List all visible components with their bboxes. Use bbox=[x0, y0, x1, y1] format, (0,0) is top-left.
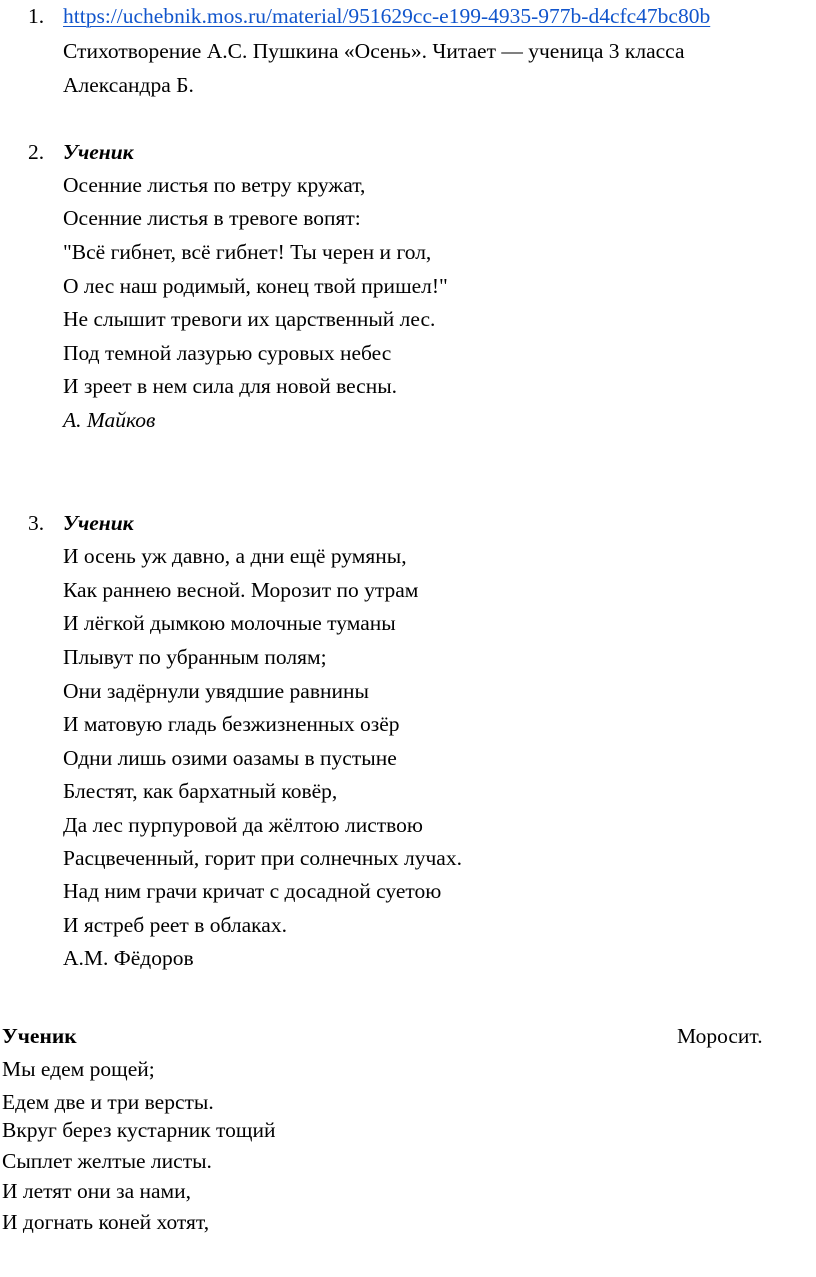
description-line: Александра Б. bbox=[63, 73, 194, 97]
poem-line: Расцвеченный, горит при солнечных лучах. bbox=[63, 846, 462, 870]
description-line: Стихотворение А.С. Пушкина «Осень». Читает — ученица 3 класса bbox=[63, 39, 685, 63]
list-number-3: 3. bbox=[28, 511, 45, 535]
list-number-1: 1. bbox=[28, 4, 45, 28]
poem-line: И лёгкой дымкою молочные туманы bbox=[63, 611, 396, 635]
poem-line: "Всё гибнет, всё гибнет! Ты черен и гол, bbox=[63, 240, 432, 264]
poem-line: О лес наш родимый, конец твой пришел!" bbox=[63, 274, 448, 298]
poem-line: Да лес пурпуровой да жёлтою листвою bbox=[63, 813, 423, 837]
list-number-2: 2. bbox=[28, 140, 45, 164]
section-heading: Ученик bbox=[63, 140, 134, 164]
poem-line: Блестят, как бархатный ковёр, bbox=[63, 779, 338, 803]
poem-line: Осенние листья в тревоге вопят: bbox=[63, 206, 361, 230]
poem-line: Они задёрнули увядшие равнины bbox=[63, 679, 369, 703]
poem-line: Моросит. bbox=[677, 1024, 763, 1048]
poem-line: Едем две и три версты. bbox=[2, 1090, 214, 1114]
material-link[interactable]: https://uchebnik.mos.ru/material/951629cc-e199-4935-977b-d4cfc47bc80b bbox=[63, 4, 711, 28]
poem-line: И ястреб реет в облаках. bbox=[63, 913, 287, 937]
poem-line: Как раннею весной. Морозит по утрам bbox=[63, 578, 419, 602]
poem-line: И зреет в нем сила для новой весны. bbox=[63, 374, 398, 398]
poem-author: А.М. Фёдоров bbox=[63, 946, 194, 970]
poem-line: Над ним грачи кричат с досадной суетою bbox=[63, 879, 442, 903]
poem-line: Одни лишь озими оазамы в пустыне bbox=[63, 746, 397, 770]
poem-line: И матовую гладь безжизненных озёр bbox=[63, 712, 400, 736]
poem-line: И осень уж давно, а дни ещё румяны, bbox=[63, 544, 407, 568]
poem-line: Осенние листья по ветру кружат, bbox=[63, 173, 366, 197]
poem-line: Мы едем рощей; bbox=[2, 1057, 155, 1081]
section-heading: Ученик bbox=[2, 1024, 77, 1048]
poem-line: Вкруг берез кустарник тощий bbox=[2, 1118, 276, 1142]
poem-line: Под темной лазурью суровых небес bbox=[63, 341, 392, 365]
section-heading: Ученик bbox=[63, 511, 134, 535]
poem-author: А. Майков bbox=[63, 408, 156, 432]
poem-line: Сыплет желтые листы. bbox=[2, 1149, 212, 1173]
poem-line: Плывут по убранным полям; bbox=[63, 645, 327, 669]
poem-line: И летят они за нами, bbox=[2, 1179, 192, 1203]
poem-line: Не слышит тревоги их царственный лес. bbox=[63, 307, 436, 331]
poem-line: И догнать коней хотят, bbox=[2, 1210, 210, 1234]
